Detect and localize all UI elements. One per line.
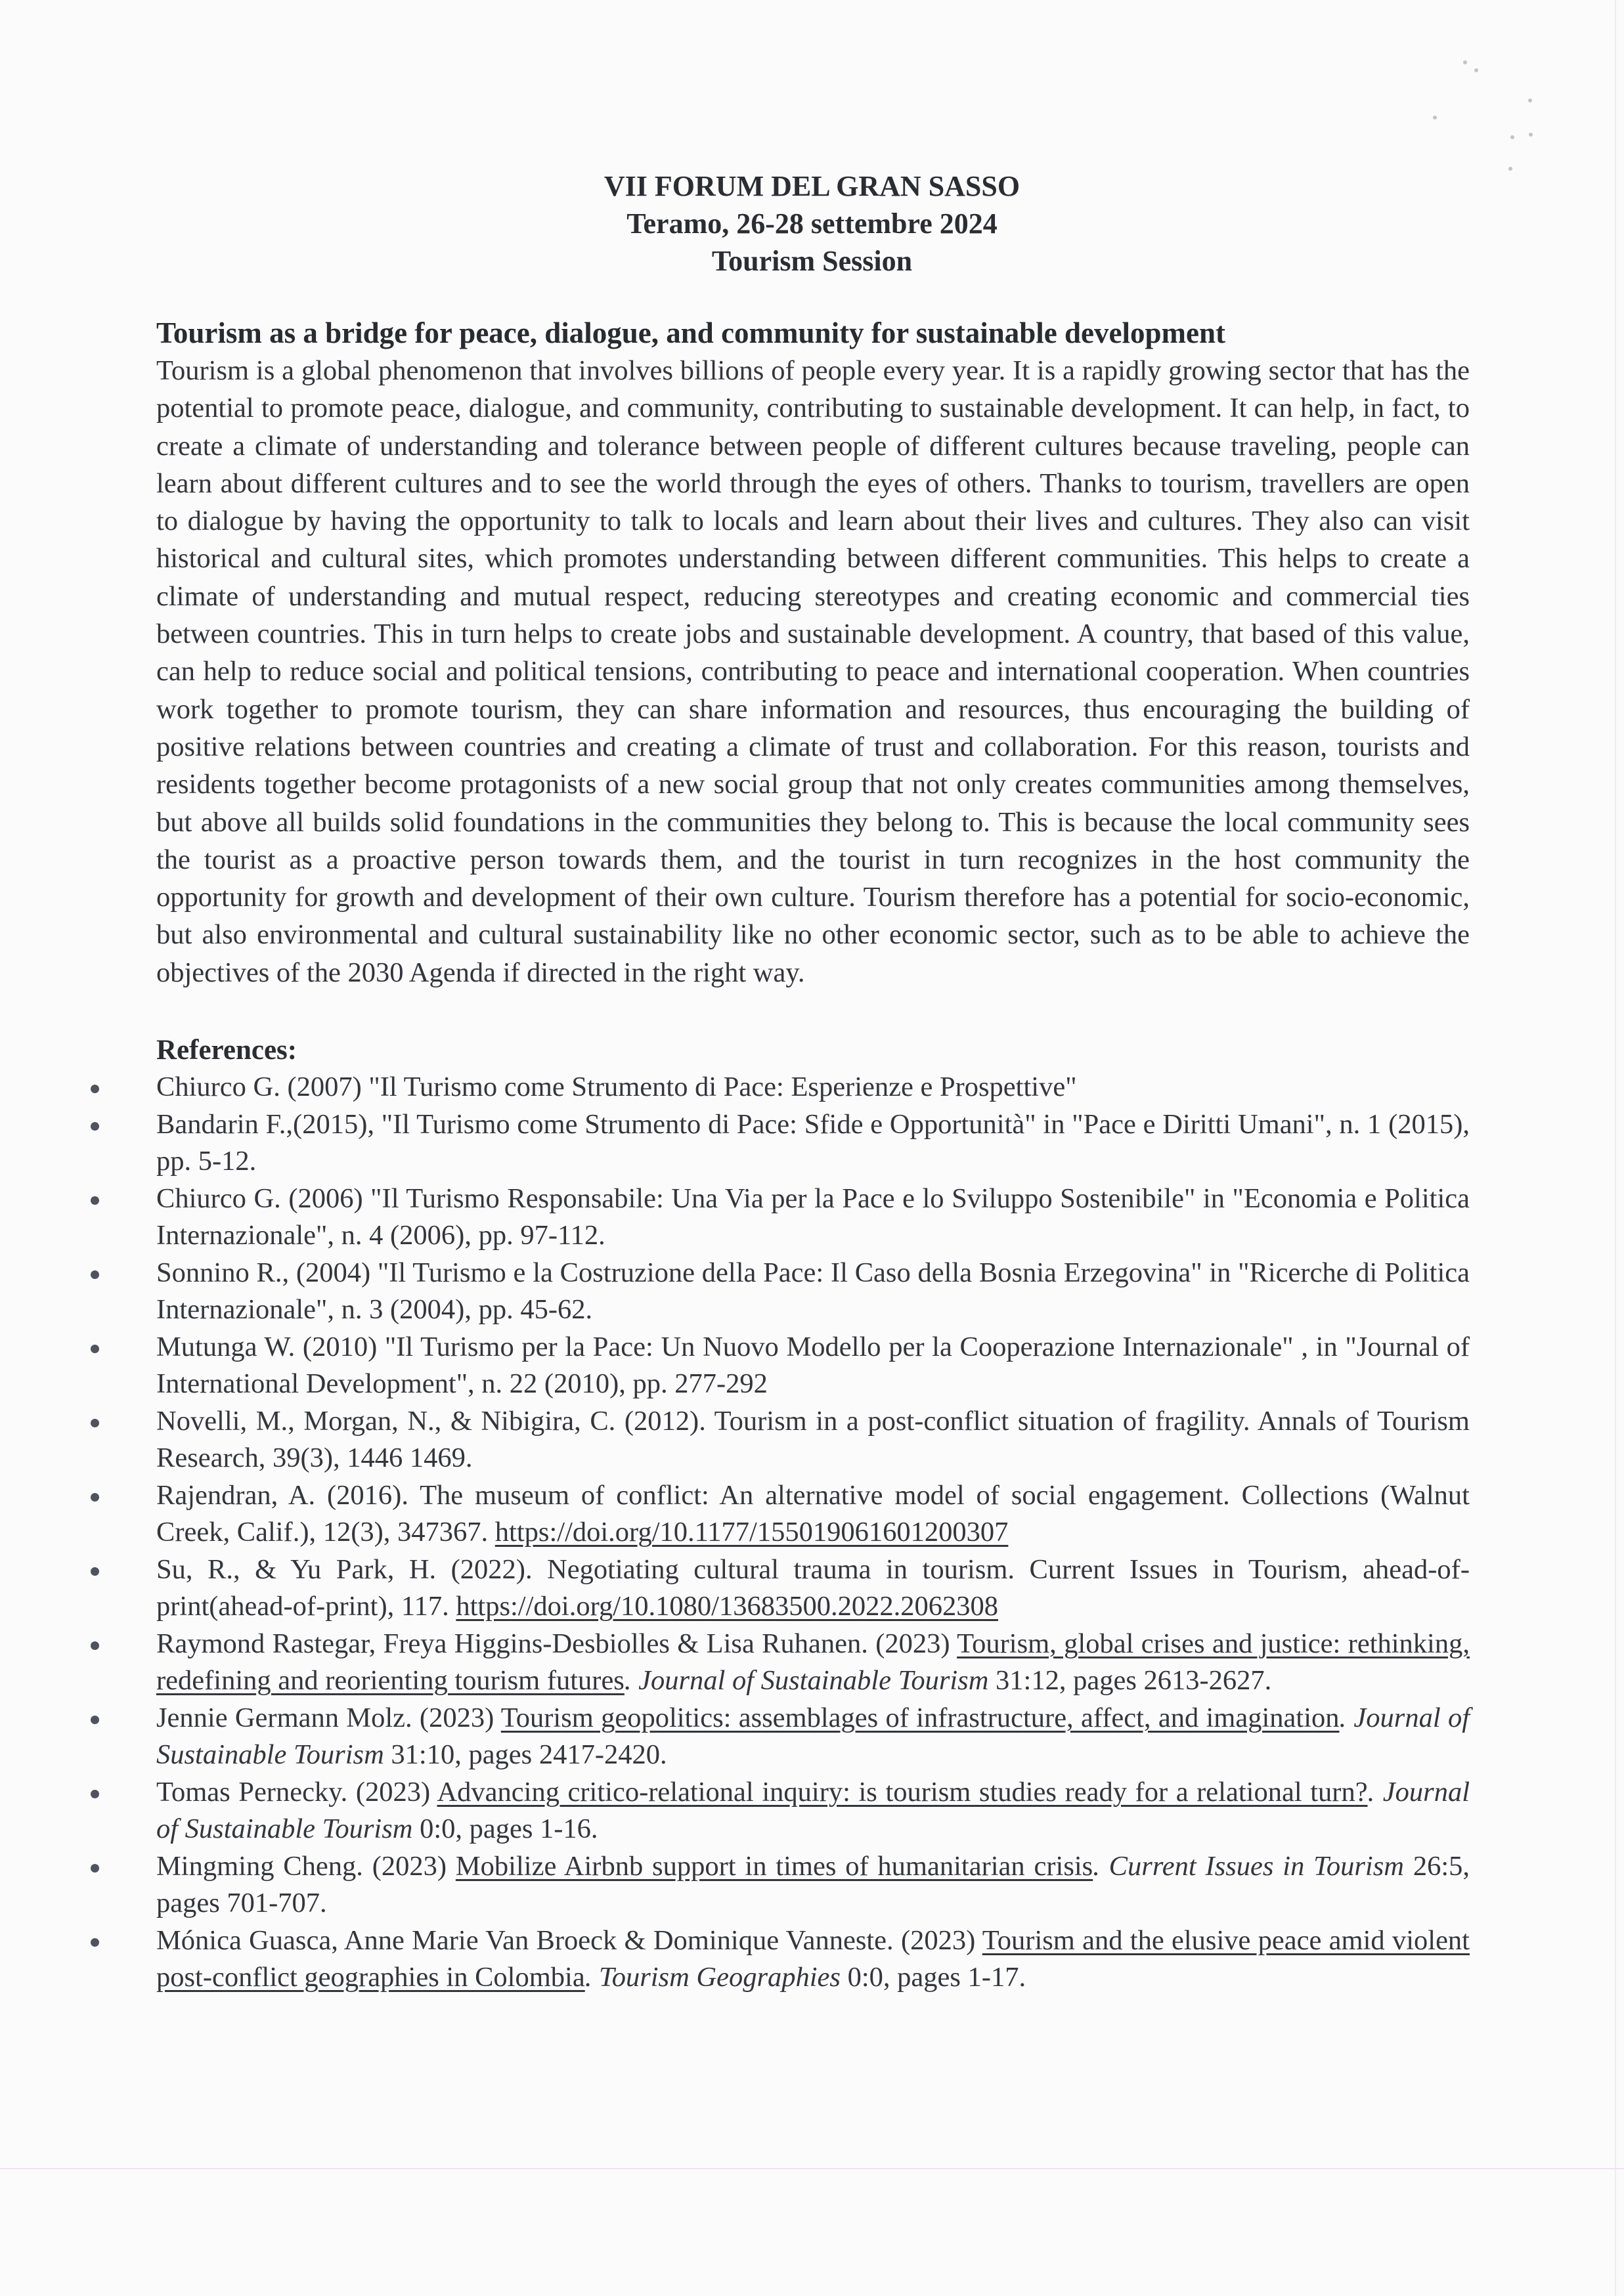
bullet-icon	[91, 1938, 99, 1947]
scan-speck	[1474, 68, 1478, 72]
reference-authors: Mónica Guasca, Anne Marie Van Broeck & Dominique Vanneste. (2023)	[156, 1924, 982, 1956]
bullet-icon	[91, 1419, 99, 1427]
document-header	[0, 167, 1624, 280]
reference-authors: Tomas Pernecky. (2023)	[156, 1776, 437, 1808]
reference-item	[156, 1403, 1470, 1477]
reference-text: Chiurco G. (2007) "Il Turismo come Strumento di Pace: Esperienze e Prospettive"	[156, 1072, 1077, 1103]
reference-title-link[interactable]: Mobilize Airbnb support in times of humanitarian crisis	[455, 1850, 1093, 1882]
bullet-icon	[91, 1196, 99, 1205]
reference-text: Novelli, M., Morgan, N., & Nibigira, C. (2012). Tourism in a post-conflict situation of fragility. Annals of Tourism Research, 39(3), 1446 1469.	[156, 1405, 1470, 1474]
reference-journal: . Journal of Sustainable Tourism	[624, 1665, 989, 1697]
scan-speck	[1433, 116, 1437, 119]
reference-journal: . Journal of Sustainable Tourism	[156, 1702, 1470, 1771]
forum-title: VII FORUM DEL GRAN SASSO	[604, 170, 1020, 202]
reference-text: Chiurco G. (2006) "Il Turismo Responsabile: Una Via per la Pace e lo Sviluppo Sostenibile" in "Economia e Politica Internazionale", n. 4 (2006), pp. 97-112.	[156, 1182, 1470, 1251]
reference-text: Bandarin F.,(2015), "Il Turismo come Strumento di Pace: Sfide e Opportunità" in "Pace e Diritti Umani", n. 1 (2015), pp. 5-12.	[156, 1108, 1470, 1177]
session-name: Tourism Session	[711, 245, 913, 277]
reference-item	[156, 1848, 1470, 1922]
reference-title-link[interactable]: Advancing critico-relational inquiry: is tourism studies ready for a relational turn?	[437, 1776, 1368, 1808]
reference-authors: Mingming Cheng. (2023)	[156, 1850, 456, 1882]
bullet-icon	[91, 1270, 99, 1279]
reference-item	[156, 1700, 1470, 1774]
reference-item	[156, 1180, 1470, 1255]
reference-item	[156, 1329, 1470, 1403]
bullet-icon	[91, 1567, 99, 1576]
reference-authors: Raymond Rastegar, Freya Higgins-Desbiolles & Lisa Ruhanen. (2023)	[156, 1628, 957, 1659]
reference-journal: . Current Issues in Tourism	[1093, 1850, 1404, 1882]
bullet-icon	[91, 1864, 99, 1873]
scan-speck	[1463, 60, 1467, 64]
bullet-icon	[91, 1345, 99, 1353]
reference-text: Su, R., & Yu Park, H. (2022). Negotiating cultural trauma in tourism. Current Issues in Tourism, ahead-of-print(ahead-of-print), 117.	[156, 1553, 1470, 1622]
article-body: Tourism is a global phenomenon that involves billions of people every year. It is a rapidly growing sector that has the potential to promote peace, dialogue, and community, contributing to sustainable development. It can help, in fact, to create a climate of understanding and tolerance between people of different cultures because traveling, people can learn about different cultures and to see the world through the eyes of others. Thanks to tourism, travellers are open to dialogue by having the opportunity to talk to locals and learn about their lives and cultures. They also can visit historical and cultural sites, which promotes understanding between different communities. This helps to create a climate of understanding and mutual respect, reducing stereotypes and creating economic and commercial ties between countries. This in turn helps to create jobs and sustainable development. A country, that based of this value, can help to reduce social and political tensions, contributing to peace and international cooperation. When countries work together to promote tourism, they can share information and resources, thus encouraging the building of positive relations between countries and creating a climate of trust and collaboration. For this reason, tourists and residents together become protagonists of a new social group that not only creates communities among themselves, but above all builds solid foundations in the communities they belong to. This is because the local community sees the tourist as a proactive person towards them, and the tourist in turn recognizes in the host community the opportunity for growth and development of their own culture. Tourism therefore has a potential for socio-economic, but also environmental and cultural sustainability like no other economic sector, such as to be able to achieve the objectives of the 2030 Agenda if directed in the right way.	[156, 355, 1470, 988]
reference-text: Rajendran, A. (2016). The museum of conflict: An alternative model of social engagement. Collections (Walnut Creek, Calif.), 12(3), 347367.	[156, 1479, 1470, 1548]
reference-item	[156, 1477, 1470, 1551]
article-title: Tourism as a bridge for peace, dialogue, and community for sustainable development	[156, 316, 1225, 349]
reference-title-link[interactable]: Tourism, global crises and justice: rethinking, redefining and reorienting tourism futures	[156, 1628, 1470, 1697]
bullet-icon	[91, 1493, 99, 1502]
reference-journal: . Tourism Geographies	[584, 1962, 841, 1993]
doi-link[interactable]: https://doi.org/10.1177/155019061601200307	[494, 1517, 1009, 1548]
reference-authors: Jennie Germann Molz. (2023)	[156, 1702, 501, 1733]
reference-title-link[interactable]: Tourism and the elusive peace amid violent post-conflict geographies in Colombia	[156, 1924, 1470, 1993]
reference-text: Sonnino R., (2004) "Il Turismo e la Costruzione della Pace: Il Caso della Bosnia Erzegovina" in "Ricerche di Politica Internazionale", n. 3 (2004), pp. 45-62.	[156, 1257, 1470, 1326]
reference-title-link[interactable]: Tourism geopolitics: assemblages of infrastructure, affect, and imagination	[500, 1702, 1340, 1733]
bullet-icon	[91, 1716, 99, 1724]
reference-item	[156, 1774, 1470, 1848]
references-heading: References:	[156, 1035, 297, 1066]
scan-speck	[1529, 133, 1533, 137]
reference-item	[156, 1255, 1470, 1329]
bullet-icon	[91, 1790, 99, 1798]
reference-pages: 26:5, pages 701-707.	[156, 1850, 1470, 1919]
bullet-icon	[91, 1085, 99, 1093]
references-list	[156, 1069, 1470, 1997]
reference-pages: 31:10, pages 2417-2420.	[384, 1739, 667, 1771]
scan-edge	[1615, 0, 1616, 2296]
bullet-icon	[91, 1641, 99, 1650]
reference-journal: . Journal of Sustainable Tourism	[156, 1776, 1470, 1845]
reference-item	[156, 1626, 1470, 1700]
reference-item	[156, 1551, 1470, 1626]
scan-speck	[1510, 135, 1514, 139]
doi-link[interactable]: https://doi.org/10.1080/13683500.2022.2062308	[456, 1591, 998, 1622]
scan-artifact-line	[0, 2168, 1624, 2169]
bullet-icon	[91, 1122, 99, 1131]
scan-speck	[1528, 98, 1532, 102]
reference-pages: 0:0, pages 1-16.	[412, 1813, 598, 1845]
reference-item	[156, 1106, 1470, 1180]
reference-item	[156, 1069, 1470, 1106]
reference-pages: 0:0, pages 1-17.	[840, 1962, 1026, 1993]
event-location-date: Teramo, 26-28 settembre 2024	[626, 207, 998, 240]
reference-text: Mutunga W. (2010) "Il Turismo per la Pace: Un Nuovo Modello per la Cooperazione Internazionale" , in "Journal of International Development", n. 22 (2010), pp. 277-292	[156, 1331, 1470, 1400]
reference-item	[156, 1922, 1470, 1997]
reference-pages: 31:12, pages 2613-2627.	[988, 1665, 1272, 1697]
document-content	[156, 314, 1470, 1997]
